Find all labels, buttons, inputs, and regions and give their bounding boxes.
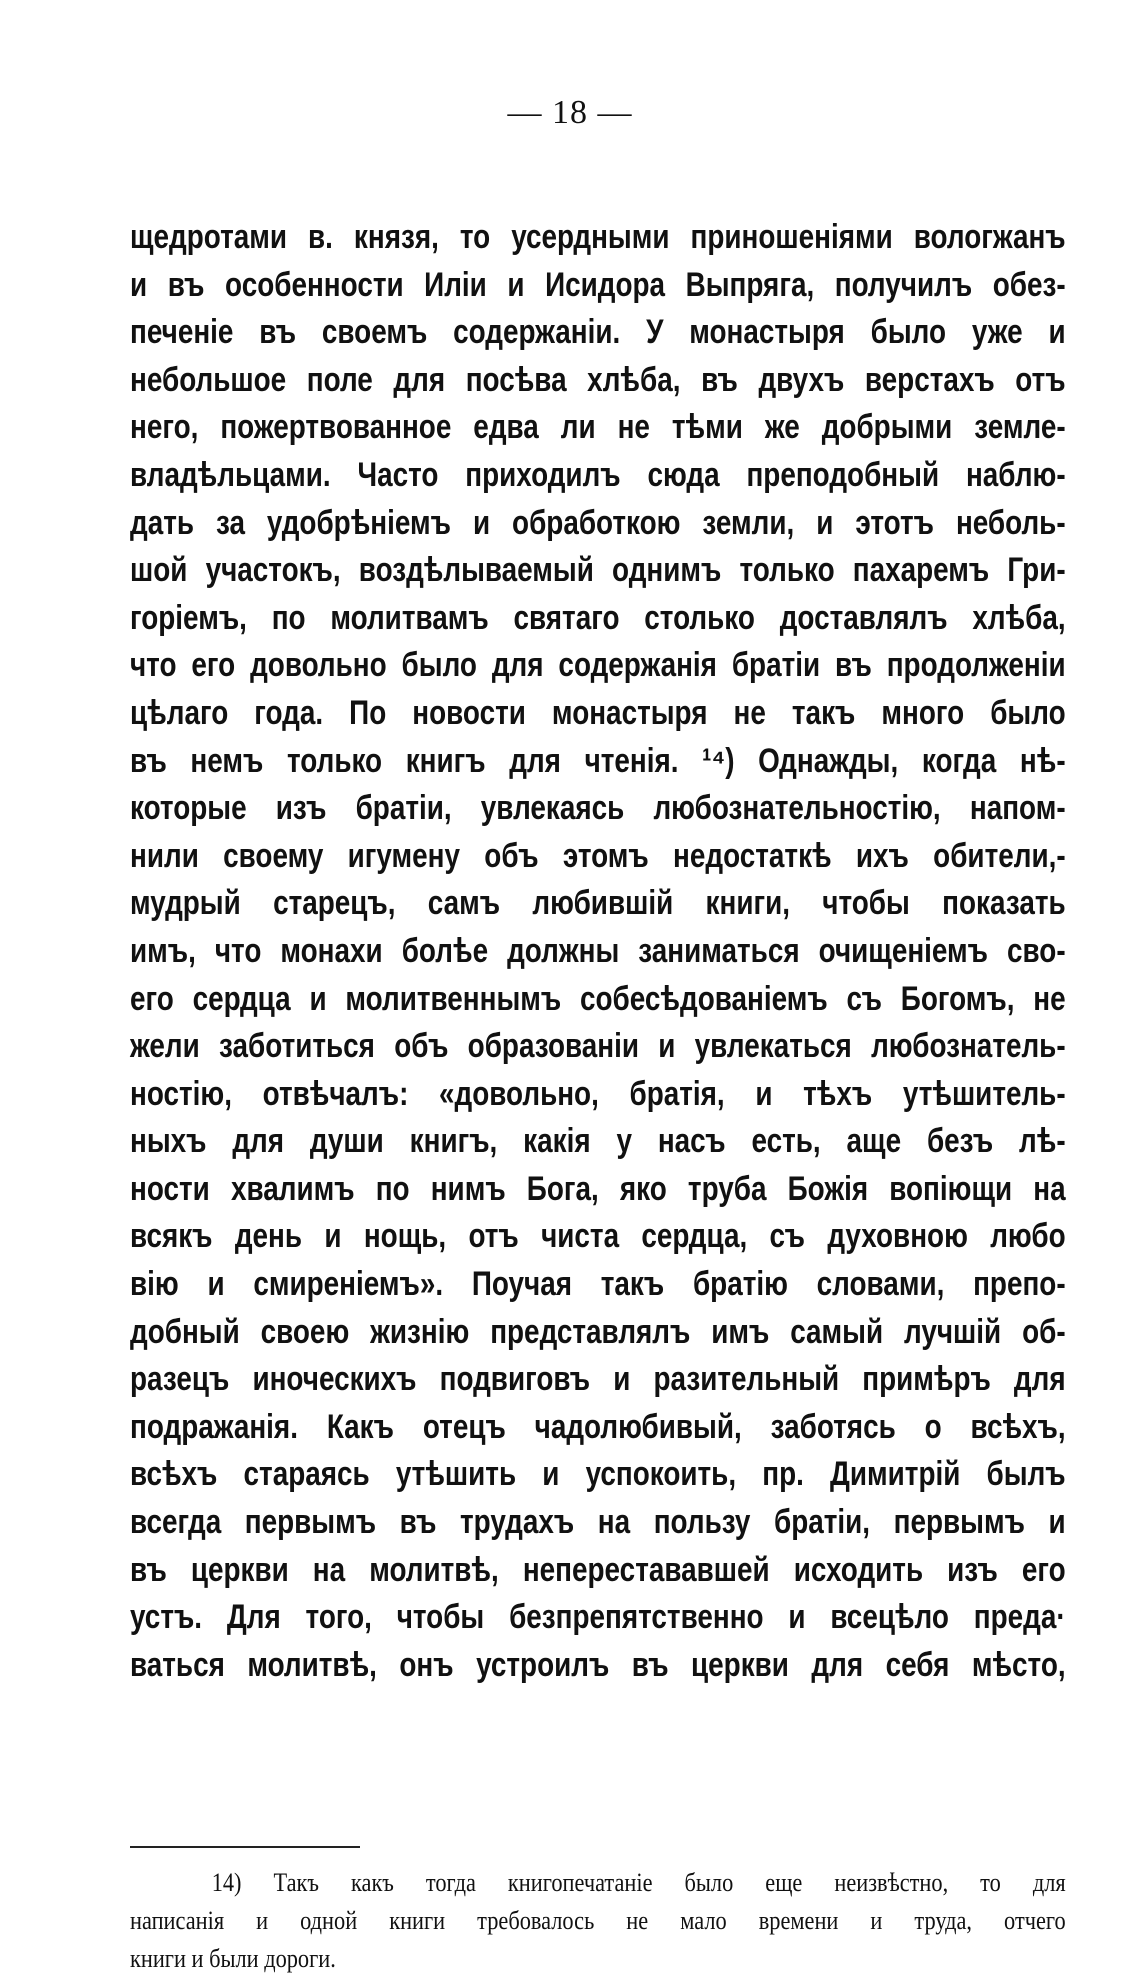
- text-line: устъ. Для того, чтобы безпрепятственно и всецѣло преда·: [130, 1598, 1066, 1637]
- main-text: [130, 214, 1066, 1689]
- text-line: вію и смиреніемъ». Поучая такъ братію словами, препо-: [130, 1265, 1066, 1304]
- text-line: въ церкви на молитвѣ, неперестававшей исходить изъ его: [130, 1550, 1066, 1589]
- text-line: нили своему игумену объ этомъ недостаткѣ ихъ обители,-: [130, 836, 1066, 875]
- text-line: жели заботиться объ образованіи и увлекаться любознатель-: [130, 1027, 1066, 1066]
- footnote-divider: [130, 1846, 360, 1848]
- footnote-line: написанія и одной книги требовалось не мало времени и труда, отчего: [130, 1906, 1066, 1935]
- text-line: всѣхъ стараясь утѣшить и успокоить, пр. Димитрій былъ: [130, 1455, 1066, 1494]
- text-line: него, пожертвованное едва ли не тѣми же добрыми земле-: [130, 408, 1066, 447]
- text-line: ваться молитвѣ, онъ устроилъ въ церкви для себя мѣсто,: [130, 1645, 1066, 1684]
- text-line: ностію, отвѣчалъ: «довольно, братія, и тѣхъ утѣшитель-: [130, 1074, 1066, 1113]
- text-line: разецъ иноческихъ подвиговъ и разительный примѣръ для: [130, 1360, 1066, 1399]
- text-line: ности хвалимъ по нимъ Бога, яко труба Божія вопіющи на: [130, 1169, 1066, 1208]
- footnote-line: 14) Такъ какъ тогда книгопечатаніе было еще неизвѣстно, то для: [211, 1868, 1066, 1897]
- text-line: что его довольно было для содержанія братіи въ продолженіи: [130, 646, 1066, 685]
- text-line: цѣлаго года. По новости монастыря не такъ много было: [130, 693, 1066, 732]
- text-line: печеніе въ своемъ содержаніи. У монастыря было уже и: [130, 313, 1066, 352]
- text-line: дать за удобрѣніемъ и обработкою земли, и этотъ неболь-: [130, 503, 1066, 542]
- text-line: щедротами в. князя, то усердными приношеніями вологжанъ: [130, 218, 1066, 256]
- text-line: мудрый старецъ, самъ любившій книги, чтобы показать: [130, 884, 1066, 923]
- text-line: всегда первымъ въ трудахъ на пользу братіи, первымъ и: [130, 1503, 1066, 1542]
- text-line: подражанія. Какъ отецъ чадолюбивый, заботясь о всѣхъ,: [130, 1407, 1066, 1446]
- footnote: [130, 1864, 1066, 1978]
- text-line: шой участокъ, воздѣлываемый однимъ только пахаремъ Гри-: [130, 551, 1066, 590]
- text-line: въ немъ только книгъ для чтенія. ¹⁴) Однажды, когда нѣ-: [130, 741, 1066, 780]
- text-line: небольшое поле для посѣва хлѣба, въ двухъ верстахъ отъ: [130, 360, 1066, 399]
- text-line: горіемъ, по молитвамъ святаго столько доставлялъ хлѣба,: [130, 598, 1066, 637]
- text-line: имъ, что монахи болѣе должны заниматься очищеніемъ сво-: [130, 931, 1066, 970]
- page-number: — 18 —: [507, 94, 633, 131]
- footnote-line: книги и были дороги.: [130, 1944, 336, 1973]
- text-line: и въ особенности Иліи и Исидора Выпряга, получилъ обез-: [130, 265, 1066, 304]
- text-line: ныхъ для души книгъ, какія у насъ есть, аще безъ лѣ-: [130, 1122, 1066, 1161]
- text-line: всякъ день и нощь, отъ чиста сердца, съ духовною любо: [130, 1217, 1066, 1256]
- text-line: владѣльцами. Часто приходилъ сюда преподобный наблю-: [130, 455, 1066, 494]
- text-line: которые изъ братіи, увлекаясь любознательностію, напом-: [130, 789, 1066, 828]
- text-line: его сердца и молитвеннымъ собесѣдованіемъ съ Богомъ, не: [130, 979, 1066, 1018]
- text-line: добный своею жизнію представлялъ имъ самый лучшій об-: [130, 1312, 1066, 1351]
